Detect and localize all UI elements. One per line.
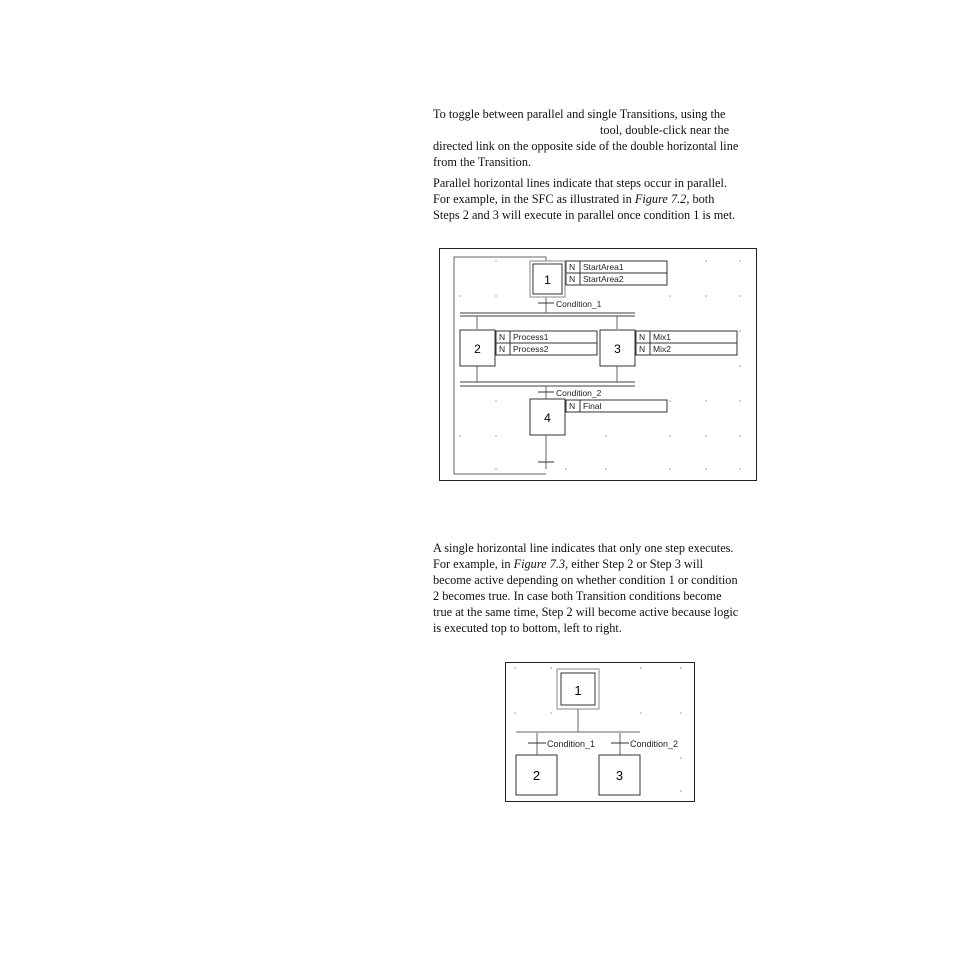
text-line: true at the same time, Step 2 will become active because logic	[433, 605, 739, 619]
paragraph-parallel-lines	[433, 175, 763, 223]
text-fragment: For example, in the SFC as illustrated in	[433, 192, 635, 206]
text-fragment: , either Step 2 or Step 3 will	[565, 557, 704, 571]
paragraph-single-line	[433, 540, 763, 636]
step-2-label: 2	[532, 768, 541, 783]
text-line: A single horizontal line indicates that only one step executes.	[433, 541, 734, 555]
figure-reference: Figure 7.2	[634, 192, 687, 206]
step-3-label: 3	[614, 342, 621, 356]
text-line: from the Transition.	[433, 155, 532, 169]
action-name: StartArea1	[583, 262, 624, 272]
text-line	[433, 191, 763, 207]
action-qualifier: N	[499, 344, 506, 354]
action-name: Process2	[513, 344, 549, 354]
figure-reference: Figure 7.3	[513, 557, 566, 571]
action-qualifier: N	[639, 344, 646, 354]
text-line: To toggle between parallel and single Transitions, using the	[433, 107, 726, 121]
transition-label-1: Condition_1	[556, 299, 602, 309]
action-qualifier: N	[569, 262, 576, 272]
action-name: Process1	[513, 332, 549, 342]
transition-label-2: Condition_2	[630, 739, 679, 749]
action-name: StartArea2	[583, 274, 624, 284]
text-line: directed link on the opposite side of the double horizontal line	[433, 139, 739, 153]
step-2-label: 2	[474, 342, 481, 356]
text-fragment: , both	[686, 192, 715, 206]
step-1-label: 1	[544, 273, 551, 287]
action-name: Mix2	[653, 344, 671, 354]
text-line: tool, double-click near the	[600, 123, 730, 137]
text-line: become active depending on whether condition 1 or condition	[433, 573, 738, 587]
text-line: Steps 2 and 3 will execute in parallel once condition 1 is met.	[433, 208, 736, 222]
text-fragment: For example, in	[433, 557, 514, 571]
figure-single-sfc	[505, 662, 695, 802]
action-qualifier: N	[569, 274, 576, 284]
text-line	[433, 556, 763, 572]
paragraph-toggle-transitions	[433, 106, 763, 170]
text-line: is executed top to bottom, left to right.	[433, 621, 622, 635]
sfc-diagram-parallel	[440, 249, 756, 480]
figure-parallel-sfc	[439, 248, 757, 481]
action-name: Final	[583, 401, 602, 411]
text-line: 2 becomes true. In case both Transition conditions become	[433, 589, 722, 603]
sfc-diagram-single	[506, 663, 694, 801]
text-line: Parallel horizontal lines indicate that steps occur in parallel.	[433, 176, 727, 190]
action-name: Mix1	[653, 332, 671, 342]
action-qualifier: N	[499, 332, 506, 342]
step-3-label: 3	[615, 768, 624, 783]
transition-label-2: Condition_2	[556, 388, 602, 398]
step-4-label: 4	[544, 411, 551, 425]
step-1-label: 1	[574, 683, 582, 698]
action-qualifier: N	[569, 401, 576, 411]
action-qualifier: N	[639, 332, 646, 342]
transition-label-1: Condition_1	[547, 739, 596, 749]
